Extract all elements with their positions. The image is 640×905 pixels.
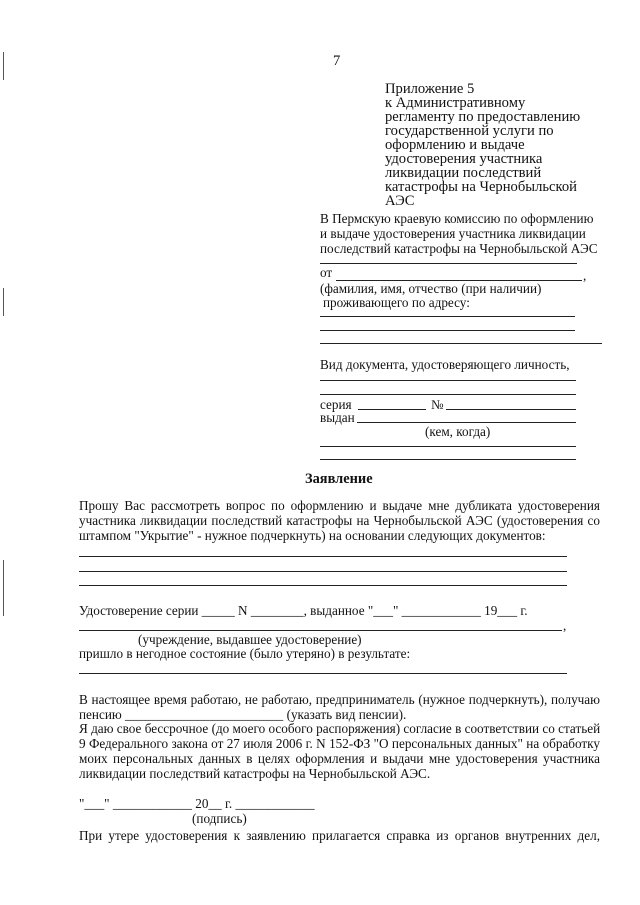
id-document-line-1[interactable]	[320, 380, 576, 381]
addressee-line: В Пермскую краевую комиссию по оформлению	[320, 211, 594, 226]
number-label: №	[431, 397, 444, 412]
number-field[interactable]	[446, 409, 576, 410]
certificate-comma: ,	[563, 618, 567, 633]
loss-note: При утере удостоверения к заявлению прилагается справка из органов внутренних дел,	[79, 828, 600, 843]
appendix-line: катастрофы на Чернобыльской	[385, 179, 577, 195]
documents-line-3[interactable]	[79, 585, 567, 586]
id-document-line-2[interactable]	[320, 394, 576, 395]
id-document-label: Вид документа, удостоверяющего личность,	[320, 357, 570, 372]
request-line: штампом "Укрытие" - нужное подчеркнуть) на основании следующих документов:	[79, 528, 546, 543]
series-field[interactable]	[358, 409, 426, 410]
addressee-line: последствий катастрофы на Чернобыльской АЭС	[320, 241, 598, 256]
issued-hint: (кем, когда)	[425, 424, 491, 439]
certificate-line: Удостоверение серии _____ N ________, выданное "___" ____________ 19___ г.	[79, 603, 528, 618]
margin-mark-bottom	[3, 560, 4, 616]
address-line-2[interactable]	[320, 330, 575, 331]
fio-hint: (фамилия, имя, отчество (при наличии)	[320, 281, 542, 296]
margin-mark-top	[3, 52, 4, 80]
issued-line-2[interactable]	[320, 446, 576, 447]
work-paragraph	[79, 692, 600, 722]
request-paragraph	[79, 498, 600, 543]
institution-hint: (учреждение, выдавшее удостоверение)	[138, 632, 362, 647]
margin-mark-middle	[3, 288, 4, 316]
appendix-line: государственной услуги по	[385, 123, 554, 139]
series-label: серия	[320, 397, 352, 412]
addressee-block	[320, 211, 598, 256]
unusable-line: пришло в негодное состояние (было утеряно) в результате:	[79, 646, 411, 661]
page-number: 7	[333, 53, 341, 69]
request-line: участника ликвидации последствий катастрофы на Чернобыльской АЭС (удостоверения со	[79, 513, 600, 528]
work-line: В настоящее время работаю, не работаю, предприниматель (нужное подчеркнуть), получаю	[79, 692, 600, 707]
issued-field[interactable]	[357, 422, 576, 423]
consent-line: ликвидации последствий катастрофы на Чернобыльской АЭС.	[79, 766, 431, 781]
appendix-line: оформлению и выдаче	[385, 137, 525, 153]
appendix-line: регламенту по предоставлению	[385, 109, 581, 125]
consent-paragraph	[79, 721, 600, 781]
appendix-line: к Административному	[385, 95, 526, 111]
issued-label: выдан	[320, 410, 355, 425]
residing-label: проживающего по адресу:	[323, 295, 470, 310]
appendix-block	[385, 82, 580, 208]
consent-line: Я даю свое бессрочное (до моего особого распоряжения) согласие в соответствии со статьей	[79, 721, 601, 736]
consent-line: моих персональных данных в целях оформления и выдачи мне удостоверения участника	[79, 751, 600, 766]
addressee-line: и выдаче удостоверения участника ликвидации	[320, 226, 586, 241]
issued-line-3[interactable]	[320, 459, 576, 460]
request-line: Прошу Вас рассмотреть вопрос по оформлению и выдаче мне дубликата удостоверения	[79, 498, 600, 513]
documents-line-2[interactable]	[79, 571, 567, 572]
address-line-3[interactable]	[320, 343, 602, 344]
appendix-line: ликвидации последствий	[385, 165, 542, 181]
name-line-1[interactable]	[320, 263, 577, 264]
from-comma: ,	[583, 268, 587, 283]
appendix-line: удостоверения участника	[385, 151, 543, 167]
from-label: от	[320, 265, 333, 280]
date-signature-line: "___" ____________ 20__ г. ____________	[79, 796, 315, 811]
consent-line: 9 Федерального закона от 27 июля 2006 г. N 152-ФЗ "О персональных данных" на обработку	[79, 736, 600, 751]
reason-field[interactable]	[79, 673, 567, 674]
document-title: Заявление	[305, 471, 373, 487]
institution-field[interactable]	[79, 630, 562, 631]
work-line: пенсию ________________________ (указать вид пенсии).	[79, 707, 407, 722]
signature-hint: (подпись)	[192, 811, 247, 826]
appendix-line: Приложение 5	[385, 81, 475, 97]
address-line-1[interactable]	[320, 316, 575, 317]
appendix-line: АЭС	[385, 193, 415, 209]
documents-line-1[interactable]	[79, 556, 567, 557]
